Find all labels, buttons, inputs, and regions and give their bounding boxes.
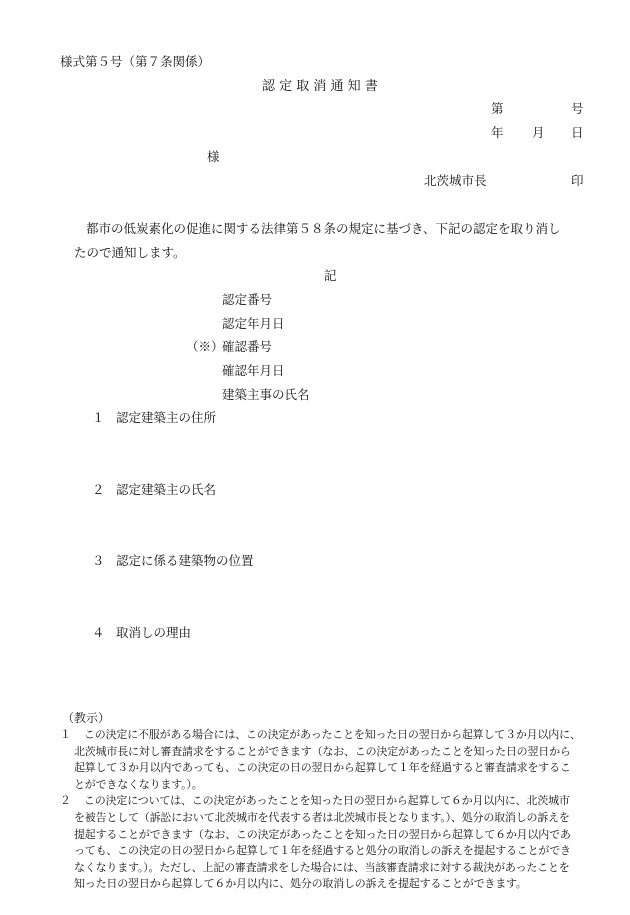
building-official-name: 建築主事の氏名 xyxy=(222,387,310,402)
number-suffix: 号 xyxy=(571,101,584,116)
form-label: 様式第５号（第７条関係） xyxy=(60,54,211,69)
document-title: 認 定 取 消 通 知 書 xyxy=(262,79,378,94)
section-2-number: ２ xyxy=(92,482,105,497)
notice-item-2-line: なくなります。）。ただし、上記の審査請求をした場合には、当該審査請求に対する裁決があったことを xyxy=(74,860,570,874)
issuer-name: 北茨城市長 xyxy=(424,173,487,188)
section-3-number: ３ xyxy=(92,553,105,568)
section-4-number: ４ xyxy=(92,625,105,640)
notice-item-1-number: １ xyxy=(60,728,71,741)
asterisk-mark: （※） xyxy=(186,339,224,354)
section-1-label: 認定建築主の住所 xyxy=(116,410,217,425)
notice-item-2-line: 提起することができます（なお、この決定があったことを知った日の翌日から起算して６か月以内であ xyxy=(74,827,571,841)
section-3-label: 認定に係る建築物の位置 xyxy=(116,553,254,568)
notice-item-2-line: っても、この決定の日の翌日から起算して１年を経過すると処分の取消しの訴えを提起することができ xyxy=(74,844,571,858)
notice-item-2-line: 知った日の翌日から起算して６か月以内に、処分の取消しの訴えを提起することができます。 xyxy=(74,877,527,891)
notice-item-1-line: この決定に不服がある場合には、この決定があったことを知った日の翌日から起算して３か月以内に、 xyxy=(84,728,581,741)
confirm-date: 確認年月日 xyxy=(222,363,285,378)
ki-heading: 記 xyxy=(324,268,337,283)
cert-item-number: 認定番号 xyxy=(222,292,273,307)
confirm-number: 確認番号 xyxy=(222,339,273,354)
notice-item-1-line: とができなくなります。）。 xyxy=(74,777,203,791)
body-paragraph xyxy=(60,217,610,265)
cert-item-date: 認定年月日 xyxy=(222,316,285,331)
notice-item-2-number: ２ xyxy=(60,794,71,808)
notice-item-2 xyxy=(60,793,620,893)
body-line-2: たので通知します。 xyxy=(74,245,186,260)
date-month: 月 xyxy=(532,125,545,140)
notice-item-2-line: この決定については、この決定があったことを知った日の翌日から起算して６か月以内に、北茨城市 xyxy=(84,794,570,808)
seal-mark: 印 xyxy=(571,173,584,188)
notice-item-1 xyxy=(60,727,620,793)
notice-list xyxy=(60,727,620,893)
number-prefix: 第 xyxy=(491,101,504,116)
body-line-1: 都市の低炭素化の促進に関する法律第５８条の規定に基づき、下記の認定を取り消し xyxy=(86,221,561,236)
section-2-label: 認定建築主の氏名 xyxy=(116,482,217,497)
section-4-label: 取消しの理由 xyxy=(116,625,192,640)
addressee-suffix: 様 xyxy=(207,149,220,164)
date-year: 年 xyxy=(491,125,504,140)
notice-heading: （教示） xyxy=(62,711,111,725)
date-day: 日 xyxy=(571,125,584,140)
notice-item-1-line: 北茨城市長に対し審査請求をすることができます（なお、この決定があったことを知った日の翌日から xyxy=(74,744,571,758)
section-1-number: １ xyxy=(92,410,105,425)
notice-item-1-line: 起算して３か月以内であっても、この決定の日の翌日から起算して１年を経過すると審査請求をするこ xyxy=(74,761,571,775)
notice-item-2-line: を被告として（訴訟において北茨城市を代表する者は北茨城市長となります。）、処分の取消しの訴えを xyxy=(74,810,570,824)
